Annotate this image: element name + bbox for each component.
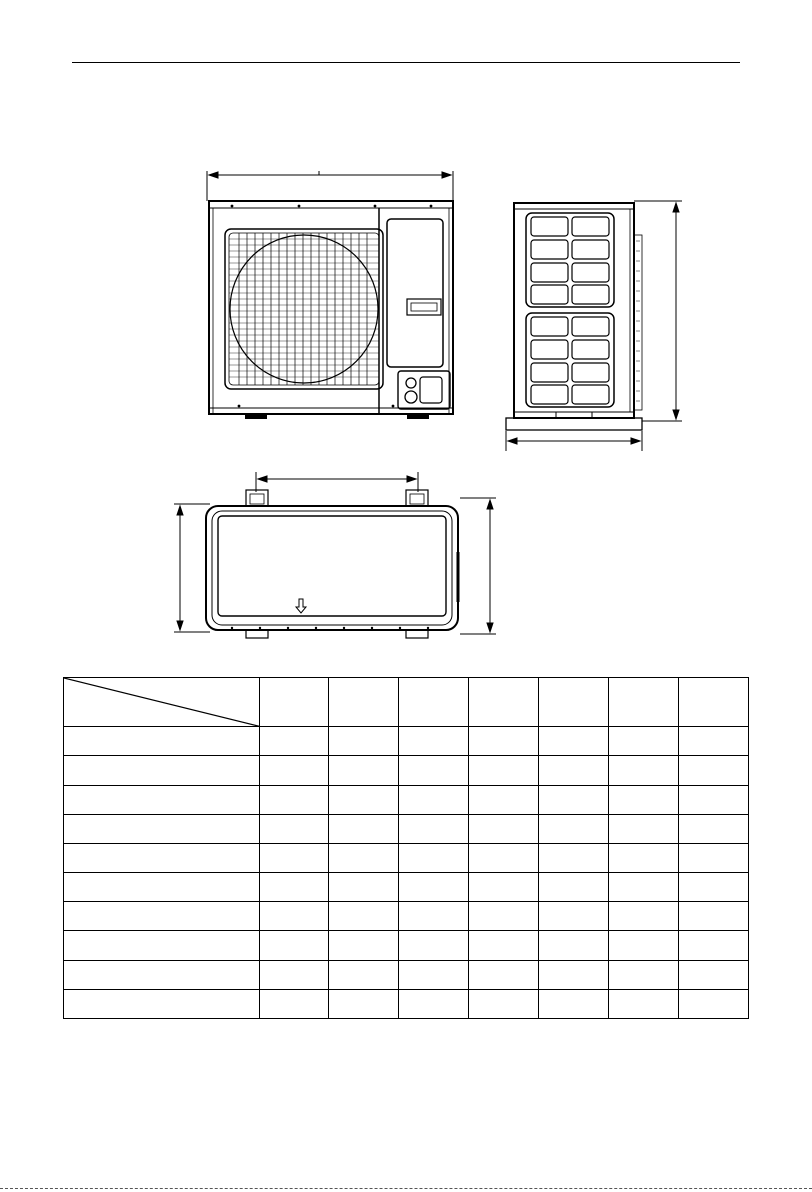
column-header [679,678,749,727]
dimension-spec-table [63,677,749,1019]
table-corner-cell [64,678,260,727]
table-cell [399,727,469,756]
table-cell [469,902,539,931]
table-cell [539,873,609,902]
front-grille [225,229,383,389]
table-cell [399,814,469,843]
column-header [539,678,609,727]
column-header [329,678,399,727]
column-header [399,678,469,727]
row-label [64,843,260,872]
table-cell [329,843,399,872]
column-header [260,678,329,727]
table-cell [609,960,679,989]
table-cell [469,727,539,756]
table-row [64,814,749,843]
table-cell [329,756,399,785]
corner-diagonal [64,678,259,726]
table-cell [469,814,539,843]
table-cell [679,814,749,843]
footer-rule [0,1188,812,1189]
table-cell [539,989,609,1018]
table-cell [609,785,679,814]
table-cell [609,902,679,931]
table-cell [679,756,749,785]
side-height-dimension [634,201,682,421]
table-cell [469,843,539,872]
table-cell [260,873,329,902]
table-cell [679,785,749,814]
table-cell [329,727,399,756]
table-row [64,960,749,989]
table-cell [260,960,329,989]
table-cell [679,843,749,872]
table-cell [399,843,469,872]
table-header-row [64,678,749,727]
table-row [64,989,749,1018]
table-cell [679,960,749,989]
table-cell [609,873,679,902]
table-cell [469,989,539,1018]
table-cell [260,756,329,785]
table-cell [609,931,679,960]
table-cell [679,873,749,902]
table-cell [609,843,679,872]
table-cell [609,756,679,785]
top-left-depth-dimension [174,504,210,632]
table-cell [679,989,749,1018]
table-cell [399,989,469,1018]
table-cell [260,785,329,814]
table-cell [539,785,609,814]
column-header [469,678,539,727]
table-cell [399,931,469,960]
table-cell [399,756,469,785]
table-cell [609,814,679,843]
side-base [506,412,642,430]
row-label [64,814,260,843]
table-cell [260,727,329,756]
row-label [64,756,260,785]
table-row [64,902,749,931]
front-width-dimension [207,171,453,201]
header-rule [72,62,740,63]
table-cell [469,873,539,902]
column-header [609,678,679,727]
table-row [64,756,749,785]
top-bottom-marks [231,627,429,629]
table-cell [539,727,609,756]
table-cell [329,902,399,931]
row-label [64,873,260,902]
table-row [64,931,749,960]
front-side-panel [387,219,450,409]
row-label [64,931,260,960]
table-cell [469,931,539,960]
table-body [64,727,749,1019]
side-depth-dimension [506,431,642,451]
table-cell [260,989,329,1018]
table-cell [469,960,539,989]
table-cell [399,785,469,814]
table-cell [539,902,609,931]
row-label [64,902,260,931]
table-cell [539,843,609,872]
table-cell [329,960,399,989]
table-cell [679,931,749,960]
table-cell [399,902,469,931]
table-cell [469,785,539,814]
table-cell [329,989,399,1018]
row-label [64,727,260,756]
table-cell [260,843,329,872]
top-casing [206,490,458,638]
table-cell [539,960,609,989]
table-cell [329,785,399,814]
top-view-drawing [170,462,500,650]
top-span-dimension [256,472,418,492]
top-right-depth-dimension [460,498,496,634]
table-cell [609,989,679,1018]
side-view-drawing [496,195,686,455]
table-cell [469,756,539,785]
table-row [64,873,749,902]
table-cell [539,814,609,843]
table-row [64,785,749,814]
side-casing [514,203,642,418]
table-cell [329,873,399,902]
table-row [64,843,749,872]
table-cell [539,931,609,960]
table-cell [329,931,399,960]
table-row [64,727,749,756]
row-label [64,785,260,814]
table-cell [609,727,679,756]
front-view-drawing [195,165,465,427]
table-cell [260,814,329,843]
table-cell [679,727,749,756]
front-feet [231,205,433,419]
row-label [64,989,260,1018]
side-vent-slots [531,217,609,404]
table-cell [539,756,609,785]
table-cell [260,902,329,931]
table-cell [679,902,749,931]
table-cell [260,931,329,960]
table-cell [329,814,399,843]
table-cell [399,960,469,989]
table-cell [399,873,469,902]
row-label [64,960,260,989]
